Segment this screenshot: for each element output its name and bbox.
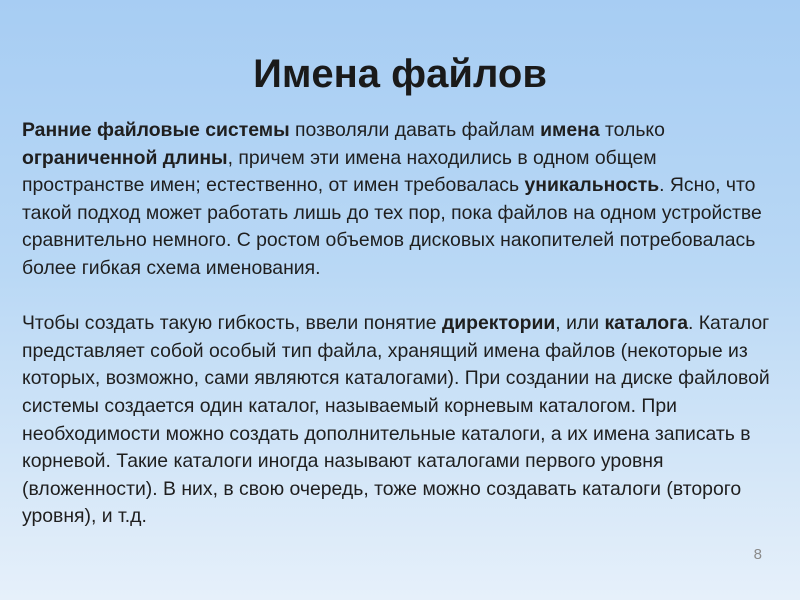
paragraph-2 xyxy=(22,310,782,531)
text-run: каталога xyxy=(604,312,688,335)
text-run: только xyxy=(599,119,665,141)
text-run: . Каталог представляет собой особый тип файла, хранящий имена файлов (некоторые из которых, возможно, сами являются каталогами). При создании на диске файловой системы создается один каталог, называемый корневым каталогом. При необходимости можно создать дополнительные каталоги, а их имена записать в корневой. Такие каталоги иногда называют каталогами первого уровня (вложенности). В них, в свою очередь, тоже можно создавать каталоги (второго уровня), и т.д. xyxy=(22,312,770,528)
text-run: Чтобы создать такую гибкость, ввели понятие xyxy=(22,312,442,335)
text-run: . Ясно, что такой подход может работать лишь до тех пор, пока файлов на одном устройстве сравнительно немного. С ростом объемов дисковых накопителей потребовалась более гибкая схема именования. xyxy=(22,174,762,279)
text-run: имена xyxy=(540,119,600,141)
text-run: ограниченной длины xyxy=(22,146,228,169)
slide-body xyxy=(22,117,782,531)
text-run: директории xyxy=(441,312,556,335)
text-run: Ранние файловые системы xyxy=(22,119,290,141)
text-run: , или xyxy=(555,312,605,335)
text-run: , причем эти имена находились в одном общем пространстве имен; естественно, от имен требовалась xyxy=(22,146,657,197)
page-number: 8 xyxy=(753,546,762,563)
paragraph-1 xyxy=(22,117,782,283)
text-run: позволяли давать файлам xyxy=(289,119,541,141)
slide-title: Имена файлов xyxy=(253,52,547,96)
text-run: уникальность xyxy=(524,174,660,197)
